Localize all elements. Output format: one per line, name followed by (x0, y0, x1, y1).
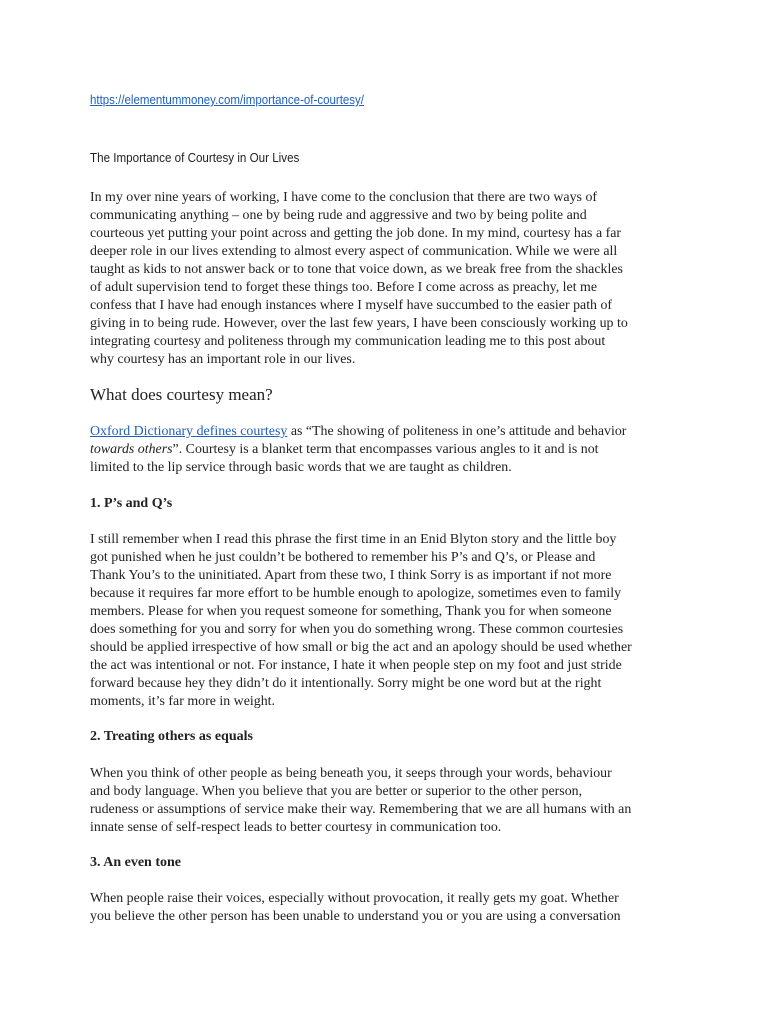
text-line: you believe the other person has been unable to understand you or you are using a conversation (90, 909, 621, 924)
text-line: Thank You’s to the uninitiated. Apart from these two, I think Sorry is as important if not more (90, 568, 612, 583)
text-line: limited to the lip service through basic words that we are taught as children. (90, 460, 512, 475)
text-line: When you think of other people as being beneath you, it seeps through your words, behaviour (90, 766, 612, 781)
text-line: the act was intentional or not. For instance, I hate it when people step on my foot and just stride (90, 658, 622, 673)
text-line: taught as kids to not answer back or to tone that voice down, as we break free from the shackles (90, 262, 623, 277)
document-title: The Importance of Courtesy in Our Lives (90, 151, 300, 165)
section-paragraph (90, 531, 690, 711)
text-line: members. Please for when you request someone for something, Thank you for when someone (90, 604, 612, 619)
text-line: When people raise their voices, especially without provocation, it really gets my goat. Whether (90, 891, 619, 906)
source-url-link[interactable]: https://elementummoney.com/importance-of-courtesy/ (90, 93, 364, 107)
definition-text: as “The showing of politeness in one’s attitude and behavior (287, 424, 627, 439)
text-line (90, 423, 686, 441)
text-line: should be applied irrespective of how small or big the act and an apology should be used whether (90, 640, 632, 655)
text-line: integrating courtesy and politeness through my communication leading me to this post about (90, 334, 606, 349)
subsection-heading: 1. P’s and Q’s (90, 496, 173, 511)
text-line (90, 441, 686, 459)
definition-text: ”. Courtesy is a blanket term that encompasses various angles to it and is not (172, 442, 599, 457)
subsection-heading: 3. An even tone (90, 855, 181, 870)
text-line: communicating anything – one by being rude and aggressive and two by being polite and (90, 208, 587, 223)
text-line: rudeness or assumptions of service make their way. Remembering that we are all humans with an (90, 802, 632, 817)
text-line: giving in to being rude. However, over the last few years, I have been consciously working up to (90, 316, 628, 331)
subsection-heading: 2. Treating others as equals (90, 729, 253, 744)
section-paragraph (90, 765, 690, 837)
text-line: does something for you and sorry for when you do something wrong. These common courtesies (90, 622, 624, 637)
section-heading: What does courtesy mean? (90, 385, 273, 404)
text-line: In my over nine years of working, I have come to the conclusion that there are two ways of (90, 190, 598, 205)
definition-paragraph (90, 423, 690, 477)
definition-emphasis: towards others (90, 442, 173, 457)
text-line: courteous yet putting your point across and getting the job done. In my mind, courtesy has a far (90, 226, 622, 241)
text-line: because it requires far more effort to be humble enough to apologize, sometimes even to family (90, 586, 622, 601)
oxford-dictionary-link[interactable]: Oxford Dictionary defines courtesy (90, 424, 288, 439)
text-line: forward because hey they didn’t do it intentionally. Sorry might be one word but at the right (90, 676, 602, 691)
text-line: moments, it’s far more in weight. (90, 694, 276, 709)
intro-paragraph (90, 189, 690, 369)
text-line: of adult supervision tend to forget these things too. Before I come across as preachy, let me (90, 280, 598, 295)
section-paragraph (90, 890, 690, 926)
text-line: got punished when he just couldn’t be bothered to remember his P’s and Q’s, or Please and (90, 550, 596, 565)
text-line: deeper role in our lives extending to almost every aspect of communication. While we were all (90, 244, 618, 259)
text-line: why courtesy has an important role in our lives. (90, 352, 356, 367)
text-line: confess that I have had enough instances where I myself have succumbed to the easier path of (90, 298, 613, 313)
text-line: and body language. When you believe that you are better or superior to the other person, (90, 784, 583, 799)
text-line: I still remember when I read this phrase the first time in an Enid Blyton story and the little boy (90, 532, 617, 547)
text-line: innate sense of self-respect leads to better courtesy in communication too. (90, 820, 502, 835)
